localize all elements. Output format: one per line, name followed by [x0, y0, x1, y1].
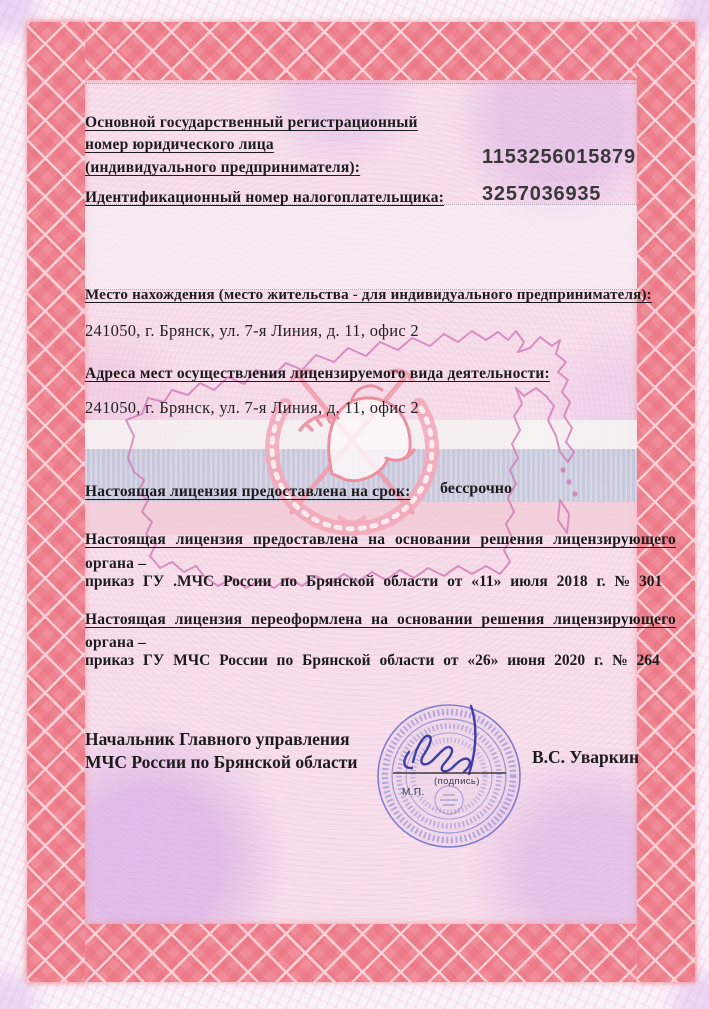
activity-addresses-label: Адреса мест осуществления лицензируемого вида деятельности: [85, 365, 550, 382]
granted-clause-line2: органа – [85, 555, 147, 572]
seal-mark: М.П. [402, 787, 425, 798]
reissued-clause-line1: Настоящая лицензия переоформлена на основании решения лицензирующего [85, 611, 676, 628]
inn-label: Идентификационный номер налогоплательщика: [85, 189, 445, 206]
license-term-label: Настоящая лицензия предоставлена на срок: [85, 483, 411, 500]
signature-caption: (подпись) [434, 776, 480, 787]
ogrn-label-line1: Основной государственный регистрационный [85, 114, 418, 131]
location-value: 241050, г. Брянск, ул. 7-я Линия, д. 11, офис 2 [85, 321, 419, 340]
signatory-title-line1: Начальник Главного управления [85, 729, 350, 749]
location-label: Место нахождения (место жительства - для индивидуального предпринимателя): [85, 287, 652, 303]
signatory-title-line2: МЧС России по Брянской области [85, 752, 358, 772]
reissued-order-value: приказ ГУ МЧС России по Брянской области от «26» июня 2020 г. № 264 [85, 652, 660, 669]
granted-clause-line1: Настоящая лицензия предоставлена на основании решения лицензирующего [85, 531, 676, 548]
inn-value: 3257036935 [482, 183, 602, 205]
ogrn-value: 1153256015879 [482, 146, 636, 168]
ogrn-label-line3: (индивидуального предпринимателя): [85, 159, 361, 176]
reissued-clause-line2: органа – [85, 634, 147, 651]
signatory-name: В.С. Уваркин [532, 747, 640, 767]
ogrn-label-line2: номер юридического лица [85, 136, 274, 153]
activity-addresses-value: 241050, г. Брянск, ул. 7-я Линия, д. 11, офис 2 [85, 398, 419, 417]
license-term-value: бессрочно [440, 480, 513, 497]
granted-order-value: приказ ГУ .МЧС России по Брянской области от «11» июля 2018 г. № 301 [85, 573, 663, 590]
